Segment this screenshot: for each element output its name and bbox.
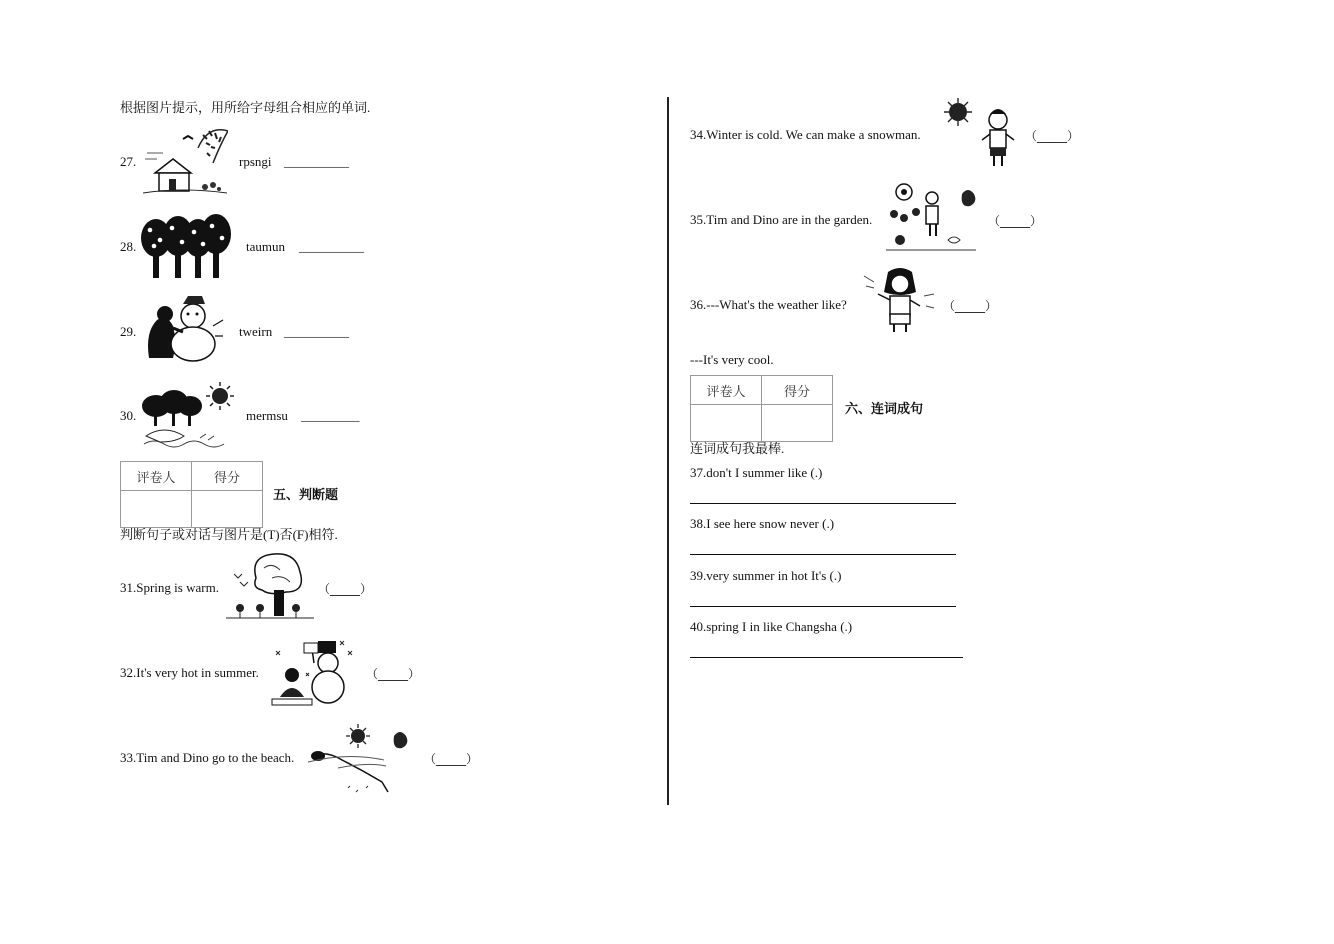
answer-line-40[interactable] bbox=[690, 657, 963, 658]
section5-title: 五、判断题 bbox=[273, 488, 339, 503]
section5-instruction: 判断句子或对话与图片是(T)否(F)相符. bbox=[120, 527, 338, 542]
answer-paren-36[interactable]: （_____） bbox=[943, 299, 998, 313]
grader-header: 评卷人 bbox=[691, 376, 762, 405]
section6-instruction: 连词成句我最棒. bbox=[690, 441, 785, 456]
beach-picture bbox=[308, 722, 414, 794]
order-item-38: 38.I see here snow never (.) bbox=[690, 516, 835, 531]
answer-line-37[interactable] bbox=[690, 503, 956, 504]
score-table-section6 bbox=[690, 375, 833, 442]
order-item-37: 37.don't I summer like (.) bbox=[690, 465, 823, 480]
answer-paren-34[interactable]: （_____） bbox=[1025, 129, 1080, 143]
order-item-39: 39.very summer in hot It's (.) bbox=[690, 568, 842, 583]
score-header: 得分 bbox=[192, 462, 263, 491]
letters-30: mermsu bbox=[246, 408, 288, 423]
grader-cell[interactable] bbox=[121, 491, 192, 528]
score-cell[interactable] bbox=[192, 491, 263, 528]
judge-item-36: 36.---What's the weather like? bbox=[690, 297, 847, 312]
letters-29: tweirn bbox=[239, 324, 273, 339]
answer-paren-32[interactable]: （_____） bbox=[366, 667, 421, 681]
judge-item-34: 34.Winter is cold. We can make a snowman. bbox=[690, 127, 921, 142]
dialogue-answer-36: ---It's very cool. bbox=[690, 352, 774, 367]
score-header: 得分 bbox=[762, 376, 833, 405]
judge-item-35: 35.Tim and Dino are in the garden. bbox=[690, 212, 873, 227]
order-item-40: 40.spring I in like Changsha (.) bbox=[690, 619, 853, 634]
answer-line-39[interactable] bbox=[690, 606, 956, 607]
question-number-30: 30. bbox=[120, 408, 137, 423]
answer-blank-30[interactable]: _________ bbox=[301, 408, 360, 423]
summer-boy-picture bbox=[942, 96, 1022, 170]
letters-28: taumun bbox=[246, 239, 285, 254]
question-number-27: 27. bbox=[120, 154, 137, 169]
instruction-text: 根据图片提示，用所给字母组合相应的单词. bbox=[120, 100, 371, 115]
question-number-28: 28. bbox=[120, 239, 137, 254]
winter-snowman-child-picture bbox=[270, 637, 354, 711]
spring-tree-picture bbox=[226, 548, 316, 624]
answer-blank-28[interactable]: __________ bbox=[299, 239, 364, 254]
answer-paren-33[interactable]: （_____） bbox=[424, 752, 479, 766]
score-table-section5 bbox=[120, 461, 263, 528]
garden-picture bbox=[886, 180, 982, 256]
grader-header: 评卷人 bbox=[121, 462, 192, 491]
judge-item-31: 31.Spring is warm. bbox=[120, 580, 219, 595]
score-cell[interactable] bbox=[762, 405, 833, 442]
autumn-trees-picture bbox=[140, 214, 232, 280]
letters-27: rpsngi bbox=[239, 154, 272, 169]
answer-paren-31[interactable]: （_____） bbox=[318, 582, 373, 596]
answer-blank-27[interactable]: __________ bbox=[284, 154, 349, 169]
answer-line-38[interactable] bbox=[690, 554, 956, 555]
girl-weather-picture bbox=[862, 266, 938, 336]
judge-item-33: 33.Tim and Dino go to the beach. bbox=[120, 750, 295, 765]
spring-house-picture bbox=[143, 123, 228, 197]
summer-picture bbox=[140, 380, 236, 452]
winter-snowman-picture bbox=[143, 292, 228, 364]
question-number-29: 29. bbox=[120, 324, 137, 339]
judge-item-32: 32.It's very hot in summer. bbox=[120, 665, 259, 680]
column-divider bbox=[667, 97, 669, 805]
answer-paren-35[interactable]: （_____） bbox=[988, 214, 1043, 228]
section6-title: 六、连词成句 bbox=[845, 402, 924, 417]
answer-blank-29[interactable]: __________ bbox=[284, 324, 349, 339]
grader-cell[interactable] bbox=[691, 405, 762, 442]
